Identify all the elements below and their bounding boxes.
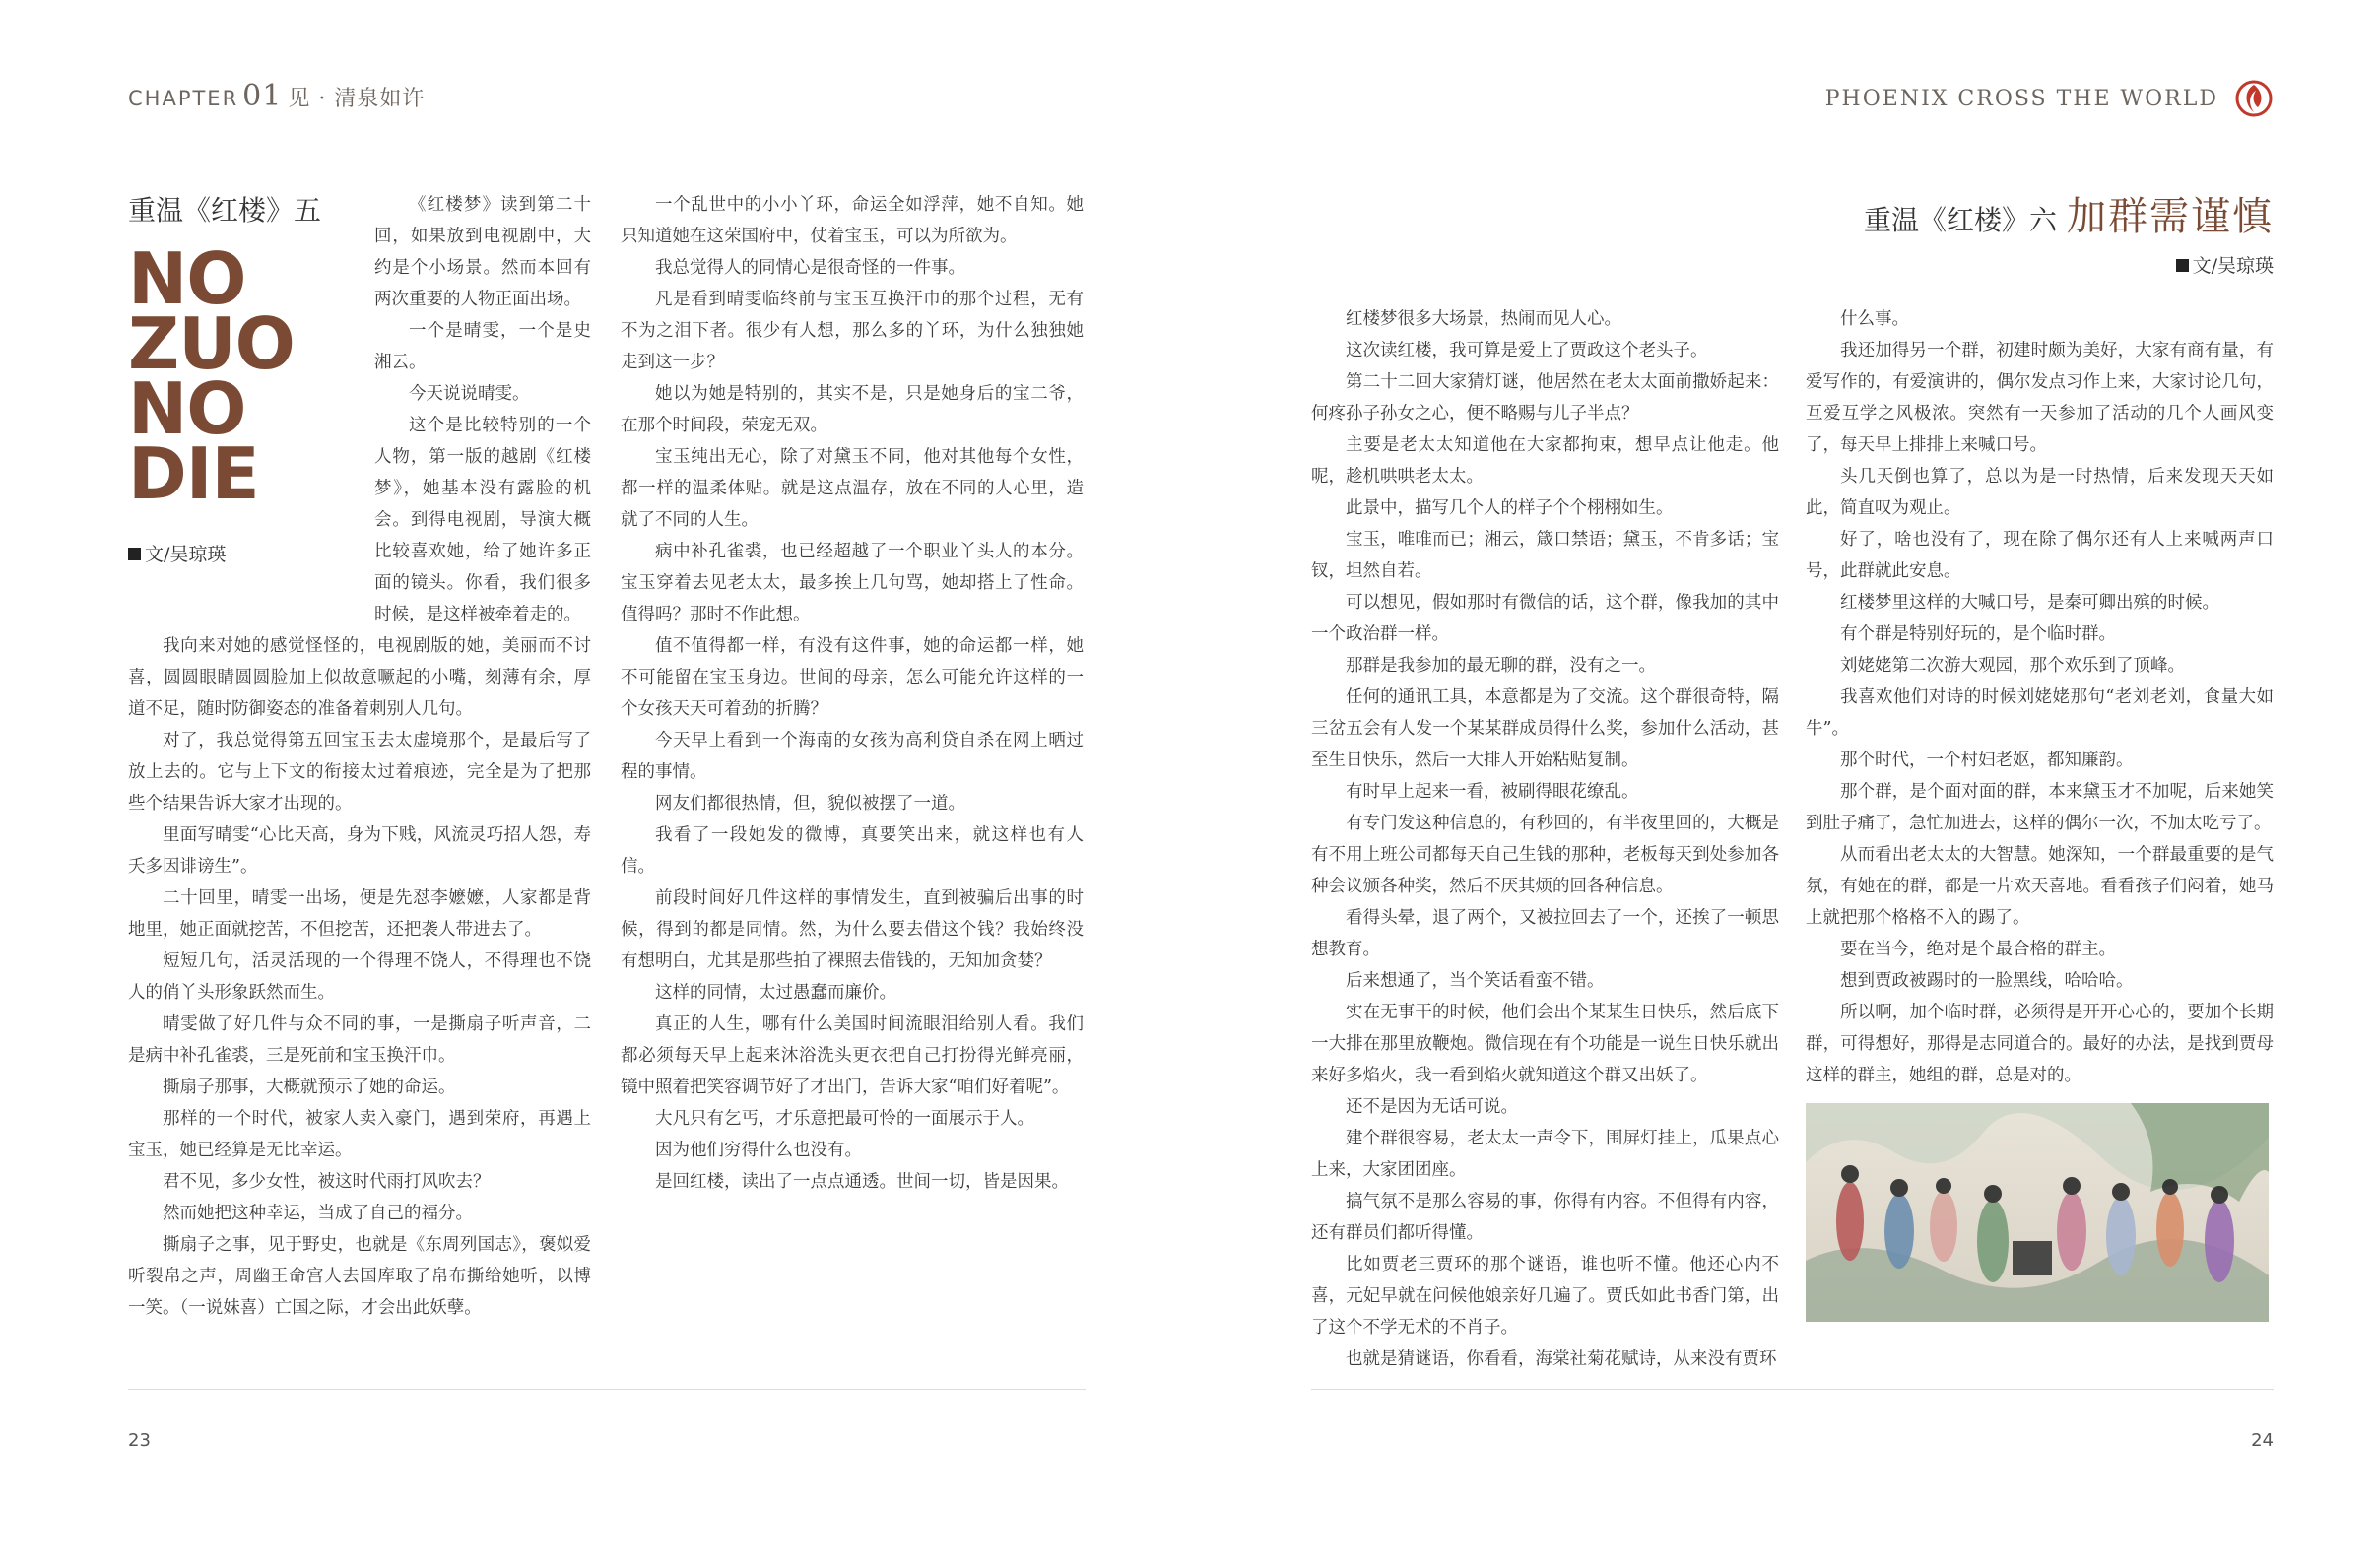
paragraph: 我看了一段她发的微博，真要笑出来，就这样也有人信。 [621,825,1084,877]
right-column-1 [1311,303,1779,1375]
paragraph: 有个群是特别好玩的，是个临时群。 [1840,624,2116,644]
paragraph: 宝玉纯出无心，除了对黛玉不同，他对其他每个女性，都一样的温柔体贴。就是这点温存，放在不同的人心里，造就了不同的人生。 [621,447,1084,530]
paragraph: 这个是比较特别的一个人物，第一版的越剧《红楼梦》，她基本没有露脸的机会。到得电视剧，导演大概比较喜欢她，给了她许多正面的镜头。你看，我们很多时候，是这样被牵着走的。 [374,416,591,624]
paragraph: 实在无事干的时候，他们会出个某某生日快乐，然后底下一大排在那里放鞭炮。微信现在有个功能是一说生日快乐就出来好多焰火，我一看到焰火就知道这个群又出妖了。 [1311,1003,1779,1085]
phoenix-logo-icon [2234,79,2274,118]
paragraph: 一个是晴雯，一个是史湘云。 [374,321,591,372]
paragraph: 宝玉，唯唯而已；湘云，箴口禁语；黛玉，不肯多话；宝钗，坦然自若。 [1311,530,1779,581]
paragraph: 好了，啥也没有了，现在除了偶尔还有人上来喊两声口号，此群就此安息。 [1806,530,2274,581]
chapter-title: 见 · 清泉如许 [288,87,426,111]
page-number: 23 [128,1430,151,1451]
paragraph: 因为他们穷得什么也没有。 [655,1141,862,1160]
byline-text: 文/吴琼瑛 [145,544,227,565]
paragraph: 后来想通了，当个笑话看蛮不错。 [1346,971,1605,991]
paragraph: 有专门发这种信息的，有秒回的，有半夜里回的，大概是有不用上班公司都每天自己生钱的那种，老板每天到处参加各种会议颁各种奖，然后不厌其烦的回各种信息。 [1311,814,1779,896]
left-column-2 [621,189,1084,1198]
paragraph: 看得头晕，退了两个，又被拉回去了一个，还挨了一顿思想教育。 [1311,908,1779,959]
big-title-line: DIE [128,432,259,515]
article-subtitle: 重温《红楼》五 [128,194,322,227]
paragraph: 二十回里，晴雯一出场，便是先怼李嬷嬷，人家都是背地里，她正面就挖苦，不但挖苦，还把袭人带进去了。 [128,888,591,940]
paragraph: 病中补孔雀裘，也已经超越了一个职业丫头人的本分。宝玉穿着去见老太太，最多挨上几句骂，她却搭上了性命。值得吗？那时不作此想。 [621,542,1084,624]
classical-painting-image [1806,1103,2269,1322]
paragraph: 短短几句，活灵活现的一个得理不饶人，不得理也不饶人的俏丫头形象跃然而生。 [128,951,591,1003]
chapter-header [128,79,425,113]
article-byline [128,540,374,566]
paragraph: 我喜欢他们对诗的时候刘姥姥那句“老刘老刘，食量大如牛”。 [1806,687,2274,739]
paragraph: 君不见，多少女性，被这时代雨打风吹去？ [163,1172,491,1192]
article-byline [2176,251,2274,278]
paragraph: 她以为她是特别的，其实不是，只是她身后的宝二爷，在那个时间段，荣宠无双。 [621,384,1084,435]
paragraph: 有时早上起来一看，被刷得眼花缭乱。 [1346,782,1639,802]
paragraph: 《红楼梦》读到第二十回，如果放到电视剧中，大约是个小场景。然而本回有两次重要的人物正面出场。 [374,195,591,309]
paragraph: 刘姥姥第二次游大观园，那个欢乐到了顶峰。 [1840,656,2185,676]
paragraph: 今天早上看到一个海南的女孩为高利贷自杀在网上晒过程的事情。 [621,731,1084,782]
magazine-header [1825,79,2274,118]
paragraph: 此景中，描写几个人的样子个个栩栩如生。 [1346,498,1674,518]
paragraph: 什么事。 [1840,309,1909,329]
paragraph: 这次读红楼，我可算是爱上了贾政这个老头子。 [1346,341,1708,360]
paragraph: 也就是猜谜语，你看看，海棠社菊花赋诗，从来没有贾环 [1346,1349,1777,1369]
square-bullet-icon [128,548,141,560]
paragraph: 是回红楼，读出了一点点通透。世间一切，皆是因果。 [655,1172,1069,1192]
paragraph: 主要是老太太知道他在大家都拘束，想早点让他走。他呢，趁机哄哄老太太。 [1311,435,1779,487]
paragraph: 撕扇子那事，大概就预示了她的命运。 [163,1078,456,1097]
paragraph: 真正的人生，哪有什么美国时间流眼泪给别人看。我们都必须每天早上起来沐浴洗头更衣把自己打扮得光鲜亮丽，镜中照着把笑容调节好了才出门，告诉大家“咱们好着呢”。 [621,1014,1084,1097]
chapter-word: CHAPTER [128,87,239,110]
paragraph: 那样的一个时代，被家人卖入豪门，遇到荣府，再遇上宝玉，她已经算是无比幸运。 [128,1109,591,1160]
paragraph: 想到贾政被踢时的一脸黑线，哈哈哈。 [1840,971,2134,991]
paragraph: 红楼梦很多大场景，热闹而见人心。 [1346,309,1621,329]
paragraph: 那个群，是个面对面的群，本来黛玉才不加呢，后来她笑到肚子痛了，急忙加进去，这样的偶尔一次，不加太吃亏了。 [1806,782,2274,833]
big-title-line: NO [128,367,246,450]
article-title [1864,185,2274,241]
paragraph: 可以想见，假如那时有微信的话，这个群，像我加的其中一个政治群一样。 [1311,593,1779,644]
paragraph: 里面写晴雯“心比天高，身为下贱，风流灵巧招人怨，寿夭多因诽谤生”。 [128,825,591,877]
paragraph: 我还加得另一个群，初建时颇为美好，大家有商有量，有爱写作的，有爱演讲的，偶尔发点习作上来，大家讨论几句，互爱互学之风极浓。突然有一天参加了活动的几个人画风变了，每天早上排排上来喊口号。 [1806,341,2274,455]
paragraph: 要在当今，绝对是个最合格的群主。 [1840,940,2116,959]
paragraph: 我总觉得人的同情心是很奇怪的一件事。 [655,258,965,278]
article-big-title [128,237,374,515]
paragraph: 晴雯做了好几件与众不同的事，一是撕扇子听声音，二是病中补孔雀裘，三是死前和宝玉换汗巾。 [128,1014,591,1066]
page-number: 24 [2251,1430,2274,1451]
article-title-main: 加群需谨慎 [2067,194,2274,239]
paragraph: 大凡只有乞丐，才乐意把最可怜的一面展示于人。 [655,1109,1034,1129]
left-column-1 [128,189,591,1324]
paragraph: 一个乱世中的小小丫环，命运全如浮萍，她不自知。她只知道她在这荣国府中，仗着宝玉，可以为所欲为。 [621,195,1084,246]
paragraph: 还不是因为无话可说。 [1346,1097,1518,1117]
paragraph: 搞气氛不是那么容易的事，你得有内容。不但得有内容，还有群员们都听得懂。 [1311,1192,1779,1243]
paragraph: 第二十二回大家猜灯谜，他居然在老太太面前撒娇起来：何疼孙子孙女之心，便不略赐与儿子半点？ [1311,372,1779,424]
paragraph: 网友们都很热情，但，貌似被摆了一道。 [655,794,965,814]
square-bullet-icon [2176,259,2189,272]
article-title-block [128,189,374,622]
big-title-line: NO [128,237,246,320]
paragraph: 我向来对她的感觉怪怪的，电视剧版的她，美丽而不讨喜，圆圆眼睛圆圆脸加上似故意噘起的小嘴，刻薄有余，厚道不足，随时防御姿态的准备着刺别人几句。 [128,636,591,719]
paragraph: 这样的同情，太过愚蠢而廉价。 [655,983,896,1003]
paragraph: 任何的通讯工具，本意都是为了交流。这个群很奇特，隔三岔五会有人发一个某某群成员得什么奖，参加什么活动，甚至生日快乐，然后一大排人开始粘贴复制。 [1311,687,1779,770]
paragraph: 那个时代，一个村妇老妪，都知廉韵。 [1840,751,2134,770]
column-text [1806,303,2274,1091]
right-column-2 [1806,303,2274,1326]
paragraph: 值不值得都一样，有没有这件事，她的命运都一样，她不可能留在宝玉身边。世间的母亲，怎么可能允许这样的一个女孩天天可着劲的折腾？ [621,636,1084,719]
right-page [1189,0,2378,1568]
paragraph: 从而看出老太太的大智慧。她深知，一个群最重要的是气氛，有她在的群，都是一片欢天喜地。看看孩子们闷着，她马上就把那个格格不入的踢了。 [1806,845,2274,928]
big-title-line: ZUO [128,302,295,385]
paragraph: 所以啊，加个临时群，必须得是开开心心的，要加个长期群，可得想好，那得是志同道合的。最好的办法，是找到贾母这样的群主，她组的群，总是对的。 [1806,1003,2274,1085]
paragraph: 凡是看到晴雯临终前与宝玉互换汗巾的那个过程，无有不为之泪下者。很少有人想，那么多的丫环，为什么独独她走到这一步？ [621,290,1084,372]
paragraph: 撕扇子之事，见于野史，也就是《东周列国志》，褒姒爱听裂帛之声，周幽王命宫人去国库取了帛布撕给她听，以博一笑。（一说妹喜）亡国之际，才会出此妖孽。 [128,1235,591,1318]
paragraph: 然而她把这种幸运，当成了自己的福分。 [163,1204,473,1223]
magazine-name: PHOENIX CROSS THE WORLD [1824,86,2218,111]
article-title-prefix: 重温《红楼》六 [1863,204,2057,236]
footer-rule [1311,1389,2274,1390]
paragraph: 对了，我总觉得第五回宝玉去太虚境那个，是最后写了放上去的。它与上下文的衔接太过着痕迹，完全是为了把那些个结果告诉大家才出现的。 [128,731,591,814]
paragraph: 那群是我参加的最无聊的群，没有之一。 [1346,656,1656,676]
paragraph: 红楼梦里这样的大喊口号，是秦可卿出殡的时候。 [1840,593,2219,613]
chapter-number: 01 [242,79,283,113]
paragraph: 建个群很容易，老太太一声令下，围屏灯挂上，瓜果点心上来，大家团团座。 [1311,1129,1779,1180]
paragraph: 今天说说晴雯。 [409,384,530,404]
paragraph: 前段时间好几件这样的事情发生，直到被骗后出事的时候，得到的都是同情。然，为什么要去借这个钱？我始终没有想明白，尤其是那些拍了裸照去借钱的，无知加贪婪？ [621,888,1084,971]
byline-text: 文/吴琼瑛 [2192,255,2274,277]
paragraph: 头几天倒也算了，总以为是一时热情，后来发现天天如此，简直叹为观止。 [1806,467,2274,518]
footer-rule [128,1389,1086,1390]
paragraph: 比如贾老三贾环的那个谜语，谁也听不懂。他还心内不喜，元妃早就在问候他娘亲好几遍了。贾氏如此书香门第，出了这个不学无术的不肖子。 [1311,1255,1779,1338]
